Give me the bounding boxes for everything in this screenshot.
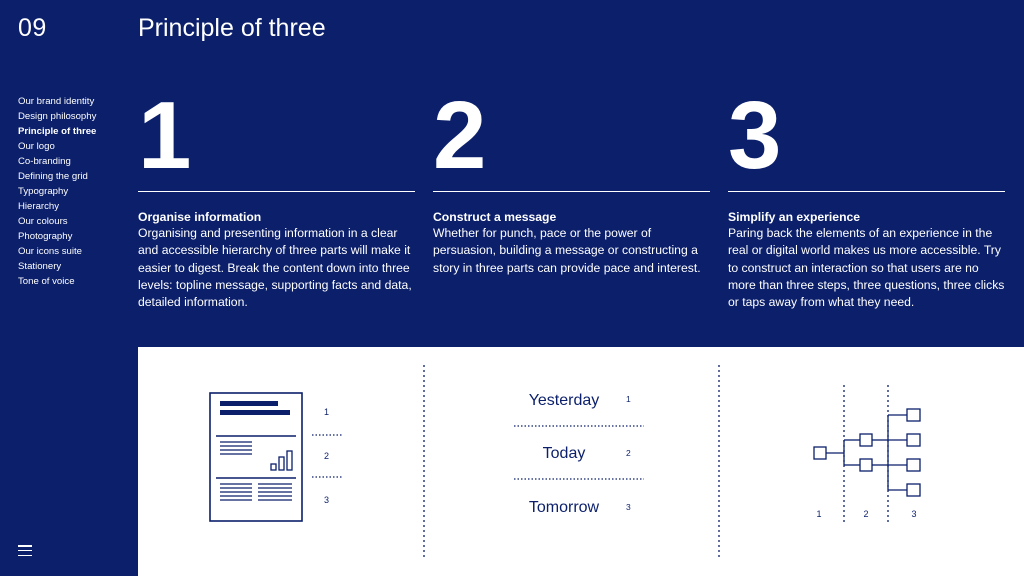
column-divider	[138, 191, 415, 192]
sidebar-item-our-brand-identity[interactable]: Our brand identity	[18, 96, 95, 107]
column-divider	[433, 191, 710, 192]
sidebar-item-photography[interactable]: Photography	[18, 231, 73, 242]
sidebar-nav	[18, 94, 130, 289]
flow-label: 1	[816, 509, 822, 519]
message-number: 3	[626, 502, 631, 512]
flow-label: 2	[863, 509, 869, 519]
message-word: Today	[542, 445, 586, 462]
message-number: 2	[626, 448, 631, 458]
column-simplify-an-experience	[728, 82, 1006, 311]
page-title: Principle of three	[138, 14, 326, 42]
sidebar-item-hierarchy[interactable]: Hierarchy	[18, 201, 60, 212]
sidebar-item-co-branding[interactable]: Co-branding	[18, 156, 71, 167]
column-number: 3	[728, 82, 780, 189]
sidebar-item-our-colours[interactable]: Our colours	[18, 216, 68, 227]
document-illustration-icon	[210, 393, 302, 521]
document-label: 1	[324, 407, 330, 417]
column-body: Whether for punch, pace or the power of persuasion, building a message or constructing a story in three parts can provide pace and interest.	[433, 226, 701, 275]
column-organise-information	[138, 82, 416, 311]
sidebar-item-our-icons-suite[interactable]: Our icons suite	[18, 246, 82, 257]
sidebar-item-typography[interactable]: Typography	[18, 186, 69, 197]
column-divider	[728, 191, 1005, 192]
message-word: Tomorrow	[528, 499, 600, 516]
column-body: Organising and presenting information in a clear and accessible hierarchy of three parts will make it easier to digest. Break the content down into three levels: topline message, supporting facts and data, detailed information.	[138, 226, 412, 310]
hamburger-menu-icon[interactable]	[18, 545, 32, 557]
sidebar-item-principle-of-three[interactable]: Principle of three	[18, 126, 97, 137]
document-label: 2	[324, 451, 330, 461]
page-number: 09	[18, 14, 47, 42]
sidebar-item-tone-of-voice[interactable]: Tone of voice	[18, 276, 75, 287]
message-word: Yesterday	[528, 392, 600, 409]
column-construct-a-message	[433, 82, 711, 277]
illustration-svg	[138, 347, 1024, 576]
flow-label: 3	[911, 509, 917, 519]
column-number: 2	[433, 82, 485, 189]
sidebar-item-stationery[interactable]: Stationery	[18, 261, 62, 272]
message-number: 1	[626, 394, 631, 404]
column-heading: Construct a message	[433, 210, 557, 224]
column-heading: Simplify an experience	[728, 210, 861, 224]
sidebar-item-our-logo[interactable]: Our logo	[18, 141, 55, 152]
illustration-panel	[138, 347, 1024, 576]
sidebar-item-defining-the-grid[interactable]: Defining the grid	[18, 171, 88, 182]
column-number: 1	[138, 82, 190, 189]
flow-tree-icon	[814, 385, 920, 523]
column-body: Paring back the elements of an experience in the real or digital world makes us more accessible. Try to construct an interaction so that users are no more than three steps, three questions, three clicks or taps away from what they need.	[728, 226, 1005, 310]
document-label: 3	[324, 495, 330, 505]
sidebar-item-design-philosophy[interactable]: Design philosophy	[18, 111, 97, 122]
column-heading: Organise information	[138, 210, 262, 224]
